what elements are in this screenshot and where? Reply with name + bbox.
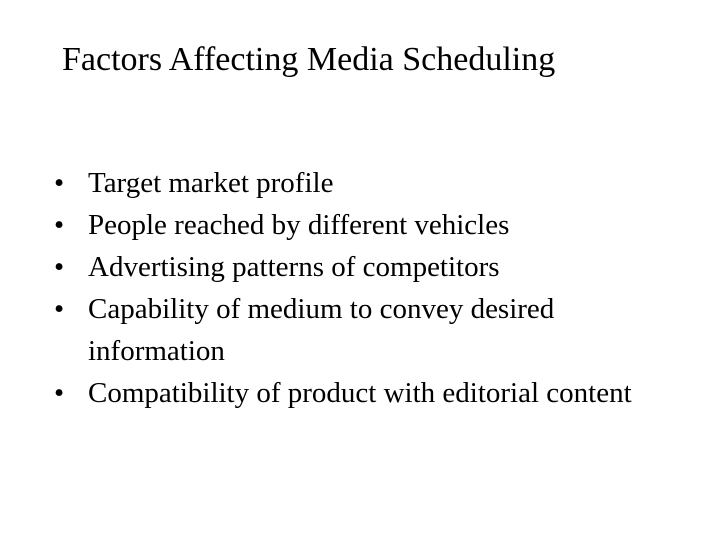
bullet-list	[52, 162, 642, 414]
bullet-item-capability-of-medium	[52, 288, 642, 372]
bullet-item-compatibility-of-product	[52, 372, 642, 414]
bullet-dot-icon: •	[54, 209, 65, 241]
bullet-dot-icon: •	[54, 167, 65, 199]
bullet-text: Target market profile	[88, 167, 334, 199]
bullet-text: Advertising patterns of competitors	[88, 251, 500, 283]
bullet-item-target-market	[52, 162, 642, 204]
bullet-text: People reached by different vehicles	[88, 209, 510, 241]
bullet-item-people-reached	[52, 204, 642, 246]
slide-title: Factors Affecting Media Scheduling	[62, 41, 556, 78]
bullet-dot-icon: •	[54, 251, 65, 283]
bullet-item-advertising-patterns	[52, 246, 642, 288]
bullet-text: Capability of medium to convey desired information	[88, 293, 555, 367]
bullet-text: Compatibility of product with editorial content	[88, 377, 632, 409]
bullet-dot-icon: •	[54, 293, 65, 325]
bullet-dot-icon: •	[54, 377, 65, 409]
